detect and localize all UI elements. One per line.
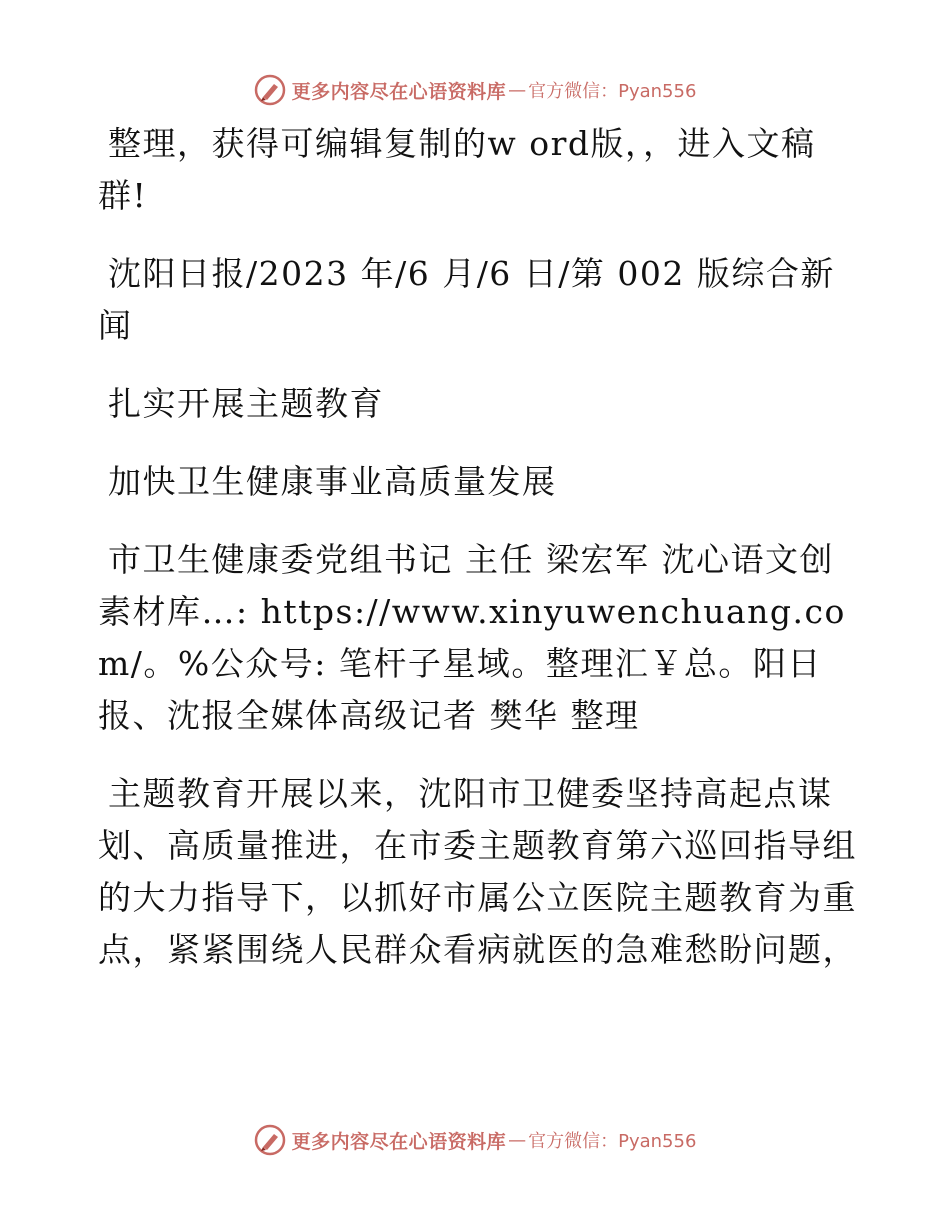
watermark-text: 更多内容尽在心语资料库 xyxy=(291,80,507,103)
pen-logo-icon xyxy=(254,74,286,106)
watermark-separator: — xyxy=(508,1129,527,1151)
watermark-text: 更多内容尽在心语资料库 xyxy=(291,1130,507,1153)
headline-secondary: 加快卫生健康事业高质量发展 xyxy=(108,462,557,501)
watermark-wechat: 官方微信：Pyan556 xyxy=(528,81,697,102)
intro-paragraph: 整理，获得可编辑复制的w ord版，，进入文稿群! xyxy=(98,124,816,215)
byline-paragraph: 市卫生健康委党组书记 主任 梁宏军 沈心语文创素材库…: https://www.xinyuwenchuang.com/。%公众号: 笔杆子星域。整理汇￥总。阳日报、沈报全媒体高级记者 樊华 整理 xyxy=(98,540,846,735)
watermark-wechat: 官方微信：Pyan556 xyxy=(528,1131,697,1152)
source-line: 沈阳日报/2023 年/6 月/6 日/第 002 版综合新闻 xyxy=(98,254,835,345)
footer-watermark xyxy=(0,1120,950,1160)
header-watermark xyxy=(0,70,950,110)
watermark-separator: — xyxy=(508,79,527,101)
document-body xyxy=(98,118,858,1002)
pen-logo-icon xyxy=(254,1124,286,1156)
headline-primary: 扎实开展主题教育 xyxy=(108,384,384,423)
body-paragraph: 主题教育开展以来，沈阳市卫健委坚持高起点谋划、高质量推进，在市委主题教育第六巡回指导组的大力指导下，以抓好市属公立医院主题教育为重点，紧紧围绕人民群众看病就医的急难愁盼问题， xyxy=(98,774,857,969)
